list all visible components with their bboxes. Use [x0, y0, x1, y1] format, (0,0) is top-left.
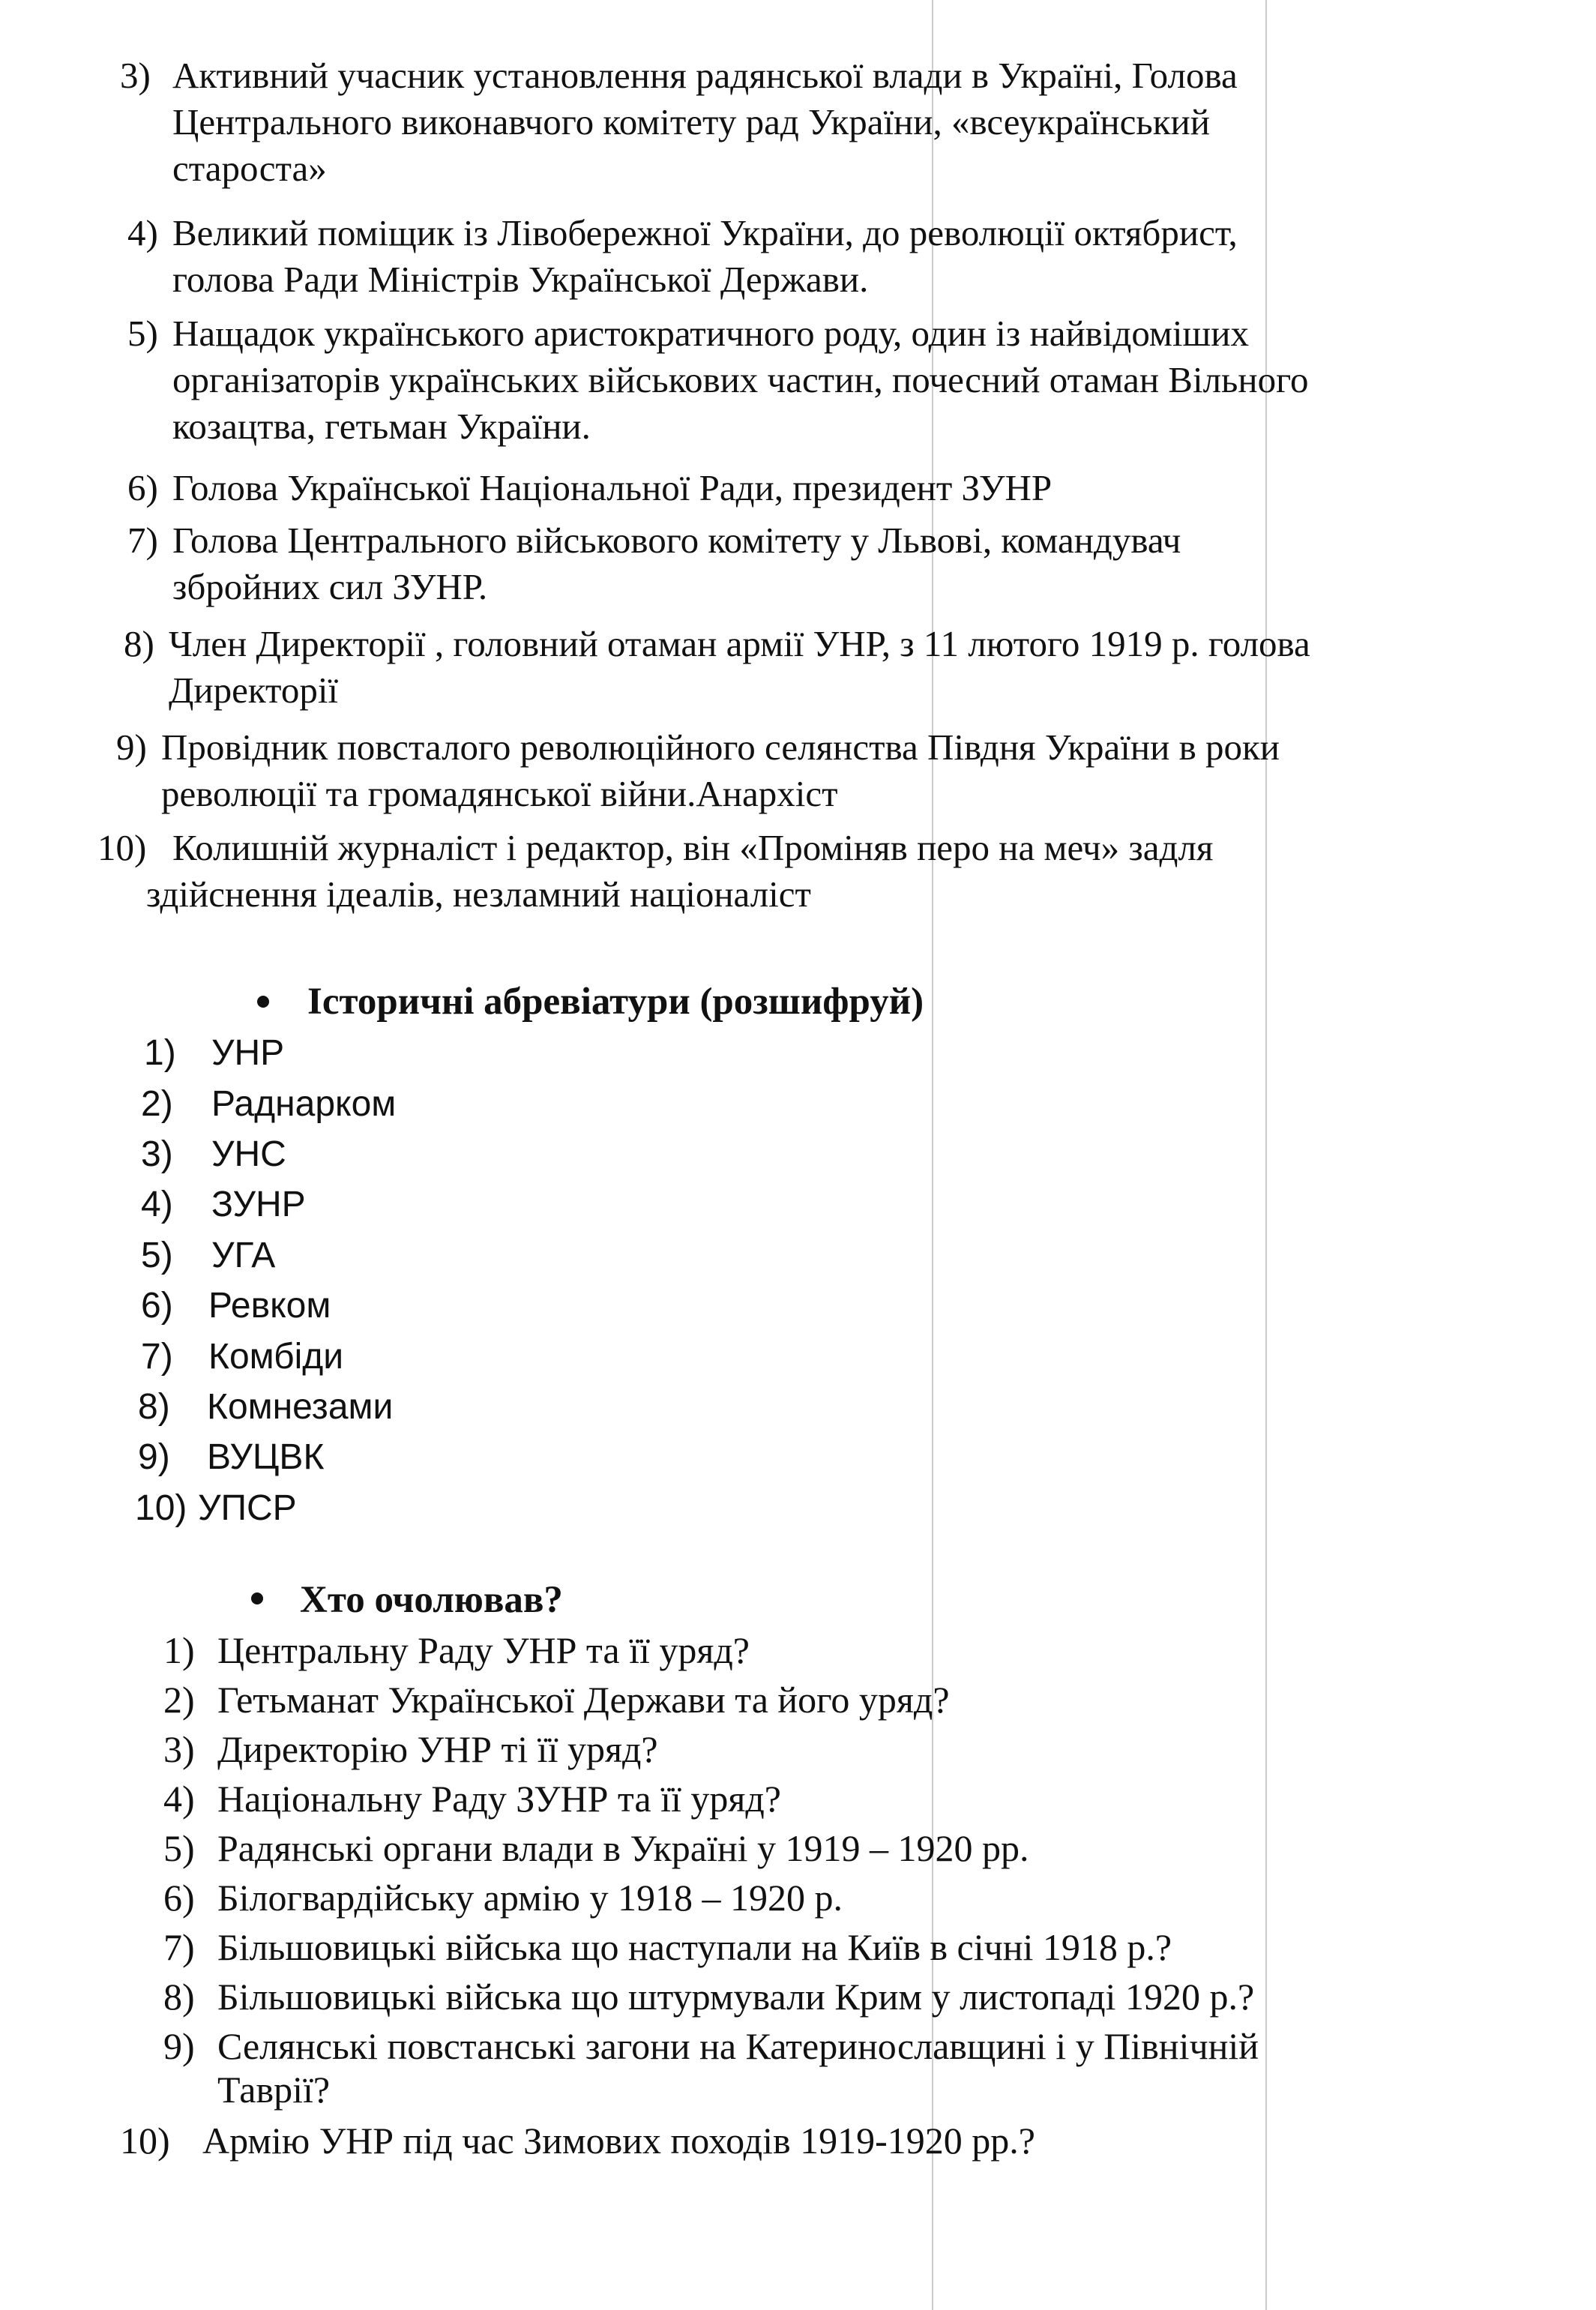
item-number: 5) [127, 313, 158, 354]
item-text-line: Білогвардійську армію у 1918 – 1920 р. [217, 1877, 843, 1919]
item-number: 9) [163, 2025, 195, 2067]
item-text-line: Армію УНР під час Зимових походів 1919-1920 рр.? [202, 2120, 1035, 2162]
item-text-line: голова Ради Міністрів Української Держави. [172, 259, 869, 300]
item-number: 7) [163, 1926, 195, 1968]
item-text-line: козацтва, гетьман України. [172, 406, 591, 447]
item-number: 10) [135, 1488, 187, 1528]
abbreviation-text: Раднарком [211, 1084, 397, 1124]
item-number: 9) [116, 727, 147, 768]
item-number: 4) [141, 1185, 173, 1224]
item-number: 1) [163, 1629, 195, 1671]
item-number: 3) [163, 1728, 195, 1770]
item-text-line: Національну Раду ЗУНР та її уряд? [217, 1778, 781, 1820]
item-text-line: Селянські повстанські загони на Катеринославщині і у Північній [217, 2025, 1259, 2067]
item-text-line: Колишній журналіст і редактор, він «Проміняв перо на меч» задля [172, 827, 1214, 868]
item-text-line: Голова Центрального військового комітету у Львові, командувач [172, 520, 1181, 561]
item-text-line: Гетьманат Української Держави та його уряд? [217, 1679, 950, 1721]
bullet-icon [251, 1592, 263, 1604]
item-number: 8) [163, 1976, 195, 2018]
item-number: 10) [97, 827, 147, 868]
item-text-line: Центрального виконавчого комітету рад України, «всеукраїнський [172, 101, 1210, 142]
scan-edge-line [1265, 0, 1267, 2310]
item-text-line: Більшовицькі війська що наступали на Київ в січні 1918 р.? [217, 1926, 1172, 1968]
item-number: 1) [144, 1033, 176, 1073]
abbreviation-text: Комнезами [207, 1387, 394, 1427]
item-number: 6) [127, 467, 158, 508]
item-text-line: староста» [172, 148, 327, 189]
item-text-line: Більшовицькі війська що штурмували Крим у листопаді 1920 р.? [217, 1976, 1255, 2018]
section-heading: Хто очолював? [300, 1579, 563, 1621]
item-text-line: Таврії? [217, 2069, 331, 2111]
item-text-line: Великий поміщик із Лівобережної України, до революції октябрист, [172, 212, 1238, 253]
item-number: 6) [163, 1877, 195, 1919]
abbreviation-text: УГА [211, 1236, 276, 1275]
item-number: 5) [141, 1236, 173, 1275]
item-number: 9) [138, 1437, 170, 1477]
item-text-line: організаторів українських військових частин, почесний отаман Вільного [172, 359, 1309, 400]
item-text-line: збройних сил ЗУНР. [172, 566, 488, 607]
abbreviation-text: УНС [211, 1134, 286, 1174]
abbreviation-text: УНР [211, 1033, 285, 1073]
item-text-line: Директорію УНР ті її уряд? [217, 1728, 658, 1770]
item-number: 4) [163, 1778, 195, 1820]
item-text-line: революції та громадянської війни.Анархіст [161, 773, 838, 814]
item-number: 5) [163, 1827, 195, 1869]
section-heading: Історичні абревіатури (розшифруй) [307, 981, 924, 1023]
item-number: 6) [141, 1286, 173, 1326]
abbreviation-text: УПСР [198, 1488, 297, 1528]
abbreviation-text: ВУЦВК [207, 1437, 325, 1477]
item-number: 7) [141, 1337, 173, 1377]
item-text-line: Провідник повсталого революційного селянства Півдня України в роки [161, 727, 1280, 768]
abbreviation-text: Комбіди [208, 1337, 344, 1377]
item-text-line: Директорії [169, 670, 339, 711]
item-text-line: Член Директорії , головний отаман армії УНР, з 11 лютого 1919 р. голова [169, 623, 1310, 664]
abbreviation-text: Ревком [208, 1286, 331, 1326]
item-number: 10) [120, 2120, 170, 2162]
item-text-line: Центральну Раду УНР та її уряд? [217, 1629, 750, 1671]
item-number: 7) [127, 520, 158, 561]
abbreviation-text: ЗУНР [211, 1185, 306, 1224]
item-number: 8) [124, 623, 154, 664]
item-number: 2) [141, 1084, 173, 1124]
bullet-icon [257, 996, 269, 1008]
item-text-line: Голова Української Національної Ради, президент ЗУНР [172, 467, 1053, 508]
item-text-line: Активний учасник установлення радянської влади в Україні, Голова [172, 55, 1238, 96]
item-text-line: здійснення ідеалів, незламний націоналіст [146, 873, 811, 915]
item-text-line: Нащадок українського аристократичного роду, один із найвідоміших [172, 313, 1250, 354]
item-number: 8) [138, 1387, 170, 1427]
item-number: 3) [120, 55, 151, 96]
item-text-line: Радянські органи влади в Україні у 1919 – 1920 рр. [217, 1827, 1029, 1869]
item-number: 4) [127, 212, 158, 253]
item-number: 2) [163, 1679, 195, 1721]
item-number: 3) [141, 1134, 173, 1174]
